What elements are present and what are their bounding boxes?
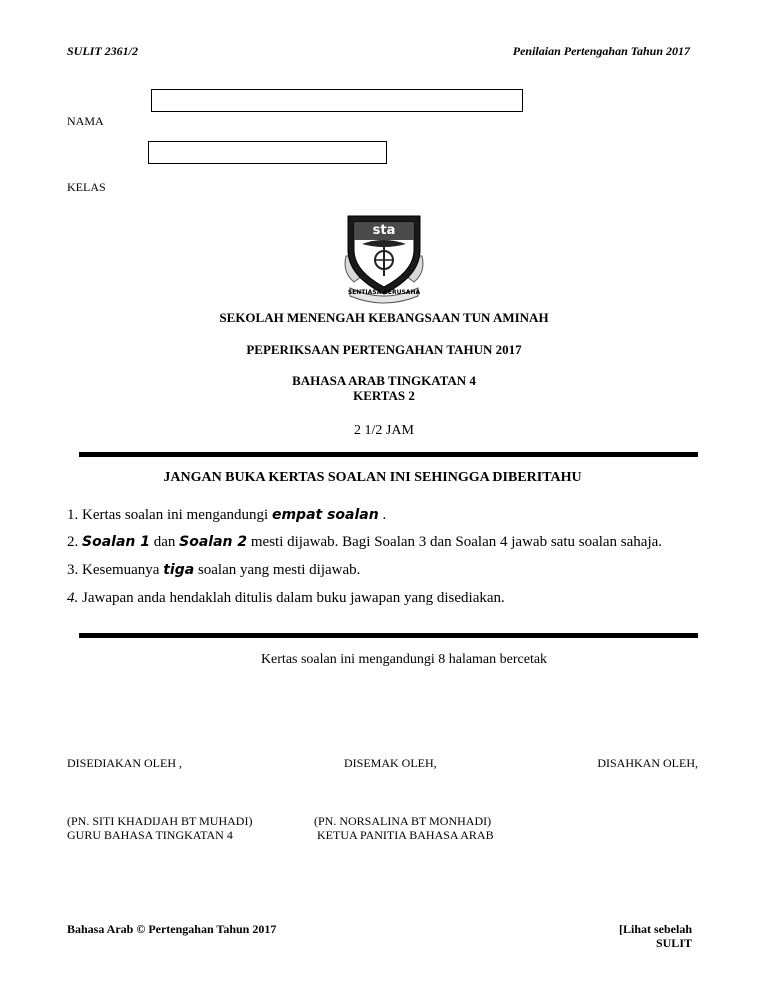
instruction-number: 4.: [67, 590, 79, 606]
preparer-name: (PN. SITI KHADIJAH BT MUHADI): [67, 814, 253, 828]
footer-see-next: [Lihat sebelah: [618, 922, 692, 936]
school-title: SEKOLAH MENENGAH KEBANGSAAN TUN AMINAH: [219, 310, 549, 325]
school-logo: [340, 210, 428, 305]
checker-title: KETUA PANITIA BAHASA ARAB: [317, 828, 494, 842]
instruction-4: [67, 590, 505, 607]
warning-text: JANGAN BUKA KERTAS SOALAN INI SEHINGGA DIBERITAHU: [163, 470, 582, 485]
name-field[interactable]: [151, 89, 523, 112]
instruction-text: Jawapan anda hendaklah ditulis dalam buku jawapan yang disediakan.: [78, 590, 505, 606]
class-field[interactable]: [148, 141, 387, 164]
instruction-text: soalan yang mesti dijawab.: [194, 562, 361, 578]
instruction-emphasis: Soalan 2: [179, 534, 248, 550]
top-divider: [79, 452, 698, 457]
instruction-text: Kertas soalan ini mengandungi: [82, 507, 272, 523]
duration: 2 1/2 JAM: [354, 423, 414, 438]
header-left: SULIT 2361/2: [67, 44, 139, 58]
footer-sulit: SULIT: [655, 936, 692, 950]
checker-name: (PN. NORSALINA BT MONHADI): [314, 814, 492, 828]
class-label: KELAS: [67, 180, 106, 194]
subject-title: BAHASA ARAB TINGKATAN 4: [292, 373, 476, 388]
instruction-text: Kesemuanya: [82, 562, 164, 578]
header-right: Penilaian Pertengahan Tahun 2017: [512, 44, 690, 58]
instruction-text: mesti dijawab. Bagi Soalan 3 dan Soalan 4 jawab satu soalan sahaja.: [247, 534, 663, 550]
preparer-title: GURU BAHASA TINGKATAN 4: [67, 828, 233, 842]
paper-title: KERTAS 2: [353, 388, 415, 403]
logo-motto: SENTIASA BERUSAHA: [347, 289, 421, 296]
instruction-1: [67, 507, 386, 524]
instruction-emphasis: Soalan 1: [82, 534, 150, 550]
exam-title: PEPERIKSAAN PERTENGAHAN TAHUN 2017: [246, 342, 522, 357]
approved-by-label: DISAHKAN OLEH,: [597, 756, 698, 770]
instruction-3: [67, 562, 360, 579]
bottom-divider: [79, 633, 698, 638]
instruction-number: 3.: [67, 562, 79, 578]
instruction-number: 1.: [67, 507, 79, 523]
checked-by-label: DISEMAK OLEH,: [344, 756, 437, 770]
logo-acronym: sta: [372, 223, 396, 238]
footer-left: Bahasa Arab © Pertengahan Tahun 2017: [67, 922, 277, 936]
instruction-text: dan: [149, 534, 180, 550]
instruction-number: 2.: [67, 534, 79, 550]
instruction-2: [67, 534, 662, 551]
page-count-note: Kertas soalan ini mengandungi 8 halaman bercetak: [260, 652, 548, 667]
instruction-text: .: [378, 507, 387, 523]
prepared-by-label: DISEDIAKAN OLEH ,: [67, 756, 182, 770]
instruction-emphasis: empat soalan: [271, 507, 379, 523]
instruction-emphasis: tiga: [163, 562, 195, 578]
name-label: NAMA: [67, 114, 104, 128]
